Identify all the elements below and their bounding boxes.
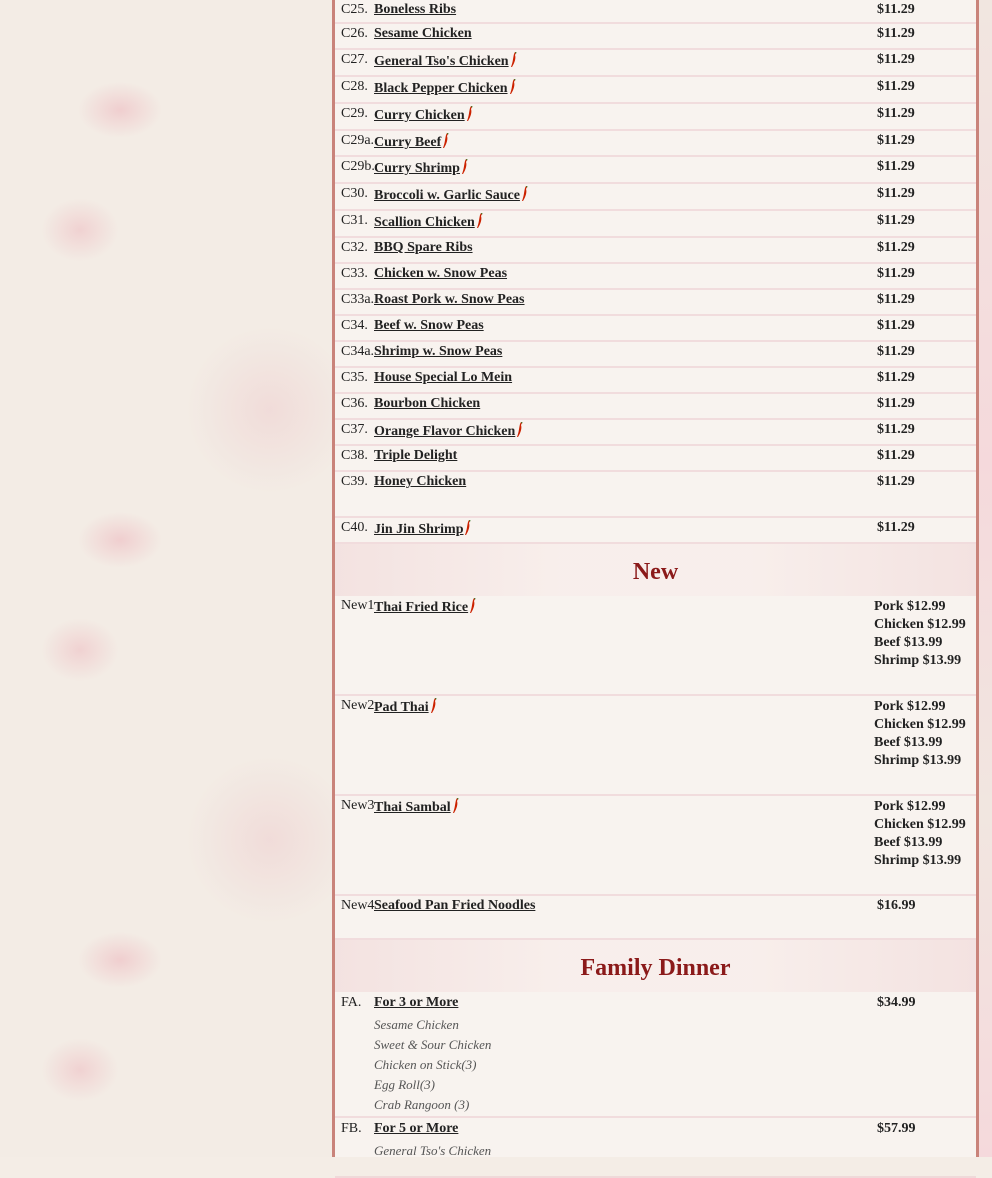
item-name-text: Chicken w. Snow Peas <box>374 266 508 281</box>
chili-pepper-icon <box>516 422 523 443</box>
menu-row <box>335 131 976 157</box>
item-price: $11.29 <box>877 266 915 281</box>
item-name-text: General Tso's Chicken <box>374 54 509 69</box>
item-price: $11.29 <box>877 422 915 437</box>
item-code: C40. <box>341 520 368 535</box>
menu-row <box>335 472 976 518</box>
item-code: New4 <box>341 898 375 913</box>
item-price: $11.29 <box>877 213 915 228</box>
chili-pepper-icon <box>469 598 476 619</box>
item-name-text: Black Pepper Chicken <box>374 81 508 96</box>
menu-row <box>335 264 976 290</box>
item-price: $11.29 <box>877 159 915 174</box>
item-name-text: Thai Sambal <box>374 800 451 815</box>
menu-row <box>335 696 976 796</box>
item-price-list <box>874 698 966 770</box>
section-header-new <box>335 544 976 596</box>
item-code: C37. <box>341 422 368 437</box>
chili-pepper-icon <box>452 798 459 819</box>
item-code: C26. <box>341 26 368 41</box>
included-item: Egg Roll(3) <box>374 1077 436 1092</box>
item-price: $11.29 <box>877 318 915 333</box>
item-price: $11.29 <box>877 396 915 411</box>
item-price: $11.29 <box>877 292 915 307</box>
item-name-text: Pad Thai <box>374 700 429 715</box>
item-name-link[interactable] <box>374 698 437 719</box>
item-name-link[interactable] <box>374 240 473 256</box>
menu-row <box>335 596 976 696</box>
item-code: C25. <box>341 2 368 17</box>
menu-row <box>335 368 976 394</box>
item-name-text: Roast Pork w. Snow Peas <box>374 292 525 307</box>
item-price: Chicken $12.99 <box>874 617 966 632</box>
item-name-link[interactable] <box>374 318 484 334</box>
chili-pepper-icon <box>442 133 449 154</box>
item-code: C34. <box>341 318 368 333</box>
chili-pepper-icon <box>521 186 528 207</box>
item-price: Pork $12.99 <box>874 699 946 714</box>
item-name-link[interactable] <box>374 598 476 619</box>
menu-row <box>335 420 976 446</box>
section-title: New <box>632 559 679 585</box>
item-code: FB. <box>341 1121 362 1136</box>
item-name-text: Curry Beef <box>374 135 442 150</box>
item-name-link[interactable] <box>374 370 512 386</box>
section-title: Family Dinner <box>580 955 731 981</box>
item-code: C38. <box>341 448 368 463</box>
menu-row <box>335 0 976 24</box>
item-name-text: Seafood Pan Fried Noodles <box>374 898 536 913</box>
item-code: C28. <box>341 79 368 94</box>
menu-row <box>335 1118 976 1178</box>
item-code: C34a. <box>341 344 375 359</box>
item-price: Chicken $12.99 <box>874 717 966 732</box>
item-name-link[interactable] <box>374 79 516 100</box>
chili-pepper-icon <box>509 79 516 100</box>
item-name-link[interactable] <box>374 26 472 42</box>
item-price: $11.29 <box>877 344 915 359</box>
item-code: C35. <box>341 370 368 385</box>
item-name-link[interactable] <box>374 159 468 180</box>
item-name-text: Triple Delight <box>374 448 458 463</box>
item-code: C29a. <box>341 133 375 148</box>
chili-pepper-icon <box>476 213 483 234</box>
item-name-text: Curry Chicken <box>374 108 465 123</box>
item-code: C32. <box>341 240 368 255</box>
menu-row <box>335 184 976 211</box>
menu-row <box>335 24 976 50</box>
item-price: $11.29 <box>877 448 915 463</box>
item-price: $11.29 <box>877 26 915 41</box>
item-name-link[interactable] <box>374 106 473 127</box>
item-price: Beef $13.99 <box>874 735 943 750</box>
chili-pepper-icon <box>464 520 471 541</box>
item-name-text: Jin Jin Shrimp <box>374 522 464 537</box>
item-name-link[interactable] <box>374 186 528 207</box>
item-price: $11.29 <box>877 474 915 489</box>
item-price: $11.29 <box>877 133 915 148</box>
item-price: Beef $13.99 <box>874 635 943 650</box>
item-name-text: Honey Chicken <box>374 474 467 489</box>
menu-row <box>335 50 976 77</box>
item-name-link[interactable]: For 5 or More <box>374 1121 459 1136</box>
item-code: New1 <box>341 598 375 613</box>
menu-row <box>335 796 976 896</box>
item-price: $11.29 <box>877 2 915 17</box>
item-name-link[interactable]: For 3 or More <box>374 995 459 1010</box>
item-code: C30. <box>341 186 368 201</box>
item-price: Shrimp $13.99 <box>874 653 962 668</box>
item-name-text: BBQ Spare Ribs <box>374 240 473 255</box>
item-name-link[interactable] <box>374 52 517 73</box>
included-item: Sweet & Sour Chicken <box>374 1037 492 1052</box>
item-price: $11.29 <box>877 52 915 67</box>
item-name-text: Beef w. Snow Peas <box>374 318 484 333</box>
item-price: $11.29 <box>877 106 915 121</box>
item-price: Shrimp $13.99 <box>874 753 962 768</box>
menu-row <box>335 290 976 316</box>
menu-panel <box>332 0 979 1157</box>
item-name-text: Curry Shrimp <box>374 161 460 176</box>
item-price: $11.29 <box>877 79 915 94</box>
item-name-text: Orange Flavor Chicken <box>374 424 516 439</box>
item-code: New3 <box>341 798 375 813</box>
item-price: Chicken $12.99 <box>874 817 966 832</box>
item-price: Pork $12.99 <box>874 799 946 814</box>
included-item: Chicken on Stick(3) <box>374 1057 477 1072</box>
item-code: C29b. <box>341 159 375 174</box>
item-name-text: Shrimp w. Snow Peas <box>374 344 503 359</box>
menu-row <box>335 77 976 104</box>
item-price: $16.99 <box>877 898 916 913</box>
item-price: $11.29 <box>877 186 915 201</box>
menu-row <box>335 394 976 420</box>
menu-row <box>335 316 976 342</box>
floral-background-left <box>0 0 332 1157</box>
item-price: Pork $12.99 <box>874 599 946 614</box>
item-name-link[interactable] <box>374 133 449 154</box>
item-name-link[interactable] <box>374 292 525 308</box>
item-name-link[interactable] <box>374 422 523 443</box>
item-name-link[interactable] <box>374 798 459 819</box>
item-code: C29. <box>341 106 368 121</box>
item-code: C33a. <box>341 292 375 307</box>
item-price: Shrimp $13.99 <box>874 853 962 868</box>
menu-row <box>335 211 976 238</box>
item-code: C36. <box>341 396 368 411</box>
item-name-link[interactable] <box>374 474 466 490</box>
item-name-link[interactable] <box>374 520 471 541</box>
menu-row <box>335 446 976 472</box>
included-item: Sesame Chicken <box>374 1017 459 1032</box>
item-name-text: Bourbon Chicken <box>374 396 481 411</box>
menu-row <box>335 992 976 1118</box>
item-name-text: Sesame Chicken <box>374 26 472 41</box>
chili-pepper-icon <box>430 698 437 719</box>
item-name-link[interactable] <box>374 898 535 914</box>
menu-row <box>335 238 976 264</box>
chili-pepper-icon <box>466 106 473 127</box>
item-price: $57.99 <box>877 1121 916 1136</box>
menu-row <box>335 896 976 940</box>
chili-pepper-icon <box>461 159 468 180</box>
menu-row <box>335 342 976 368</box>
item-name-link[interactable] <box>374 213 483 234</box>
menu-row <box>335 157 976 184</box>
item-price: Beef $13.99 <box>874 835 943 850</box>
item-code: C31. <box>341 213 368 228</box>
item-name-text: House Special Lo Mein <box>374 370 513 385</box>
item-code: FA. <box>341 995 362 1010</box>
item-code: New2 <box>341 698 375 713</box>
item-name-text: Boneless Ribs <box>374 2 457 17</box>
item-price-list <box>874 798 966 870</box>
item-name-text: Broccoli w. Garlic Sauce <box>374 188 520 203</box>
chili-pepper-icon <box>510 52 517 73</box>
menu-row <box>335 518 976 544</box>
item-name-link[interactable] <box>374 344 502 360</box>
included-item: General Tso's Chicken <box>374 1143 492 1158</box>
item-name-text: Thai Fried Rice <box>374 600 469 615</box>
item-name-link[interactable] <box>374 448 457 464</box>
item-price: $11.29 <box>877 240 915 255</box>
section-header-family-dinner <box>335 940 976 992</box>
item-code: C39. <box>341 474 368 489</box>
included-item: Crab Rangoon (3) <box>374 1097 470 1112</box>
item-price: $34.99 <box>877 995 916 1010</box>
item-name-link[interactable] <box>374 396 480 412</box>
item-name-link[interactable] <box>374 266 507 282</box>
item-price: $11.29 <box>877 370 915 385</box>
item-code: C27. <box>341 52 368 67</box>
item-name-text: Scallion Chicken <box>374 215 475 230</box>
item-code: C33. <box>341 266 368 281</box>
item-price: $11.29 <box>877 520 915 535</box>
menu-row <box>335 104 976 131</box>
item-name-link[interactable] <box>374 2 456 18</box>
item-price-list <box>874 598 966 670</box>
